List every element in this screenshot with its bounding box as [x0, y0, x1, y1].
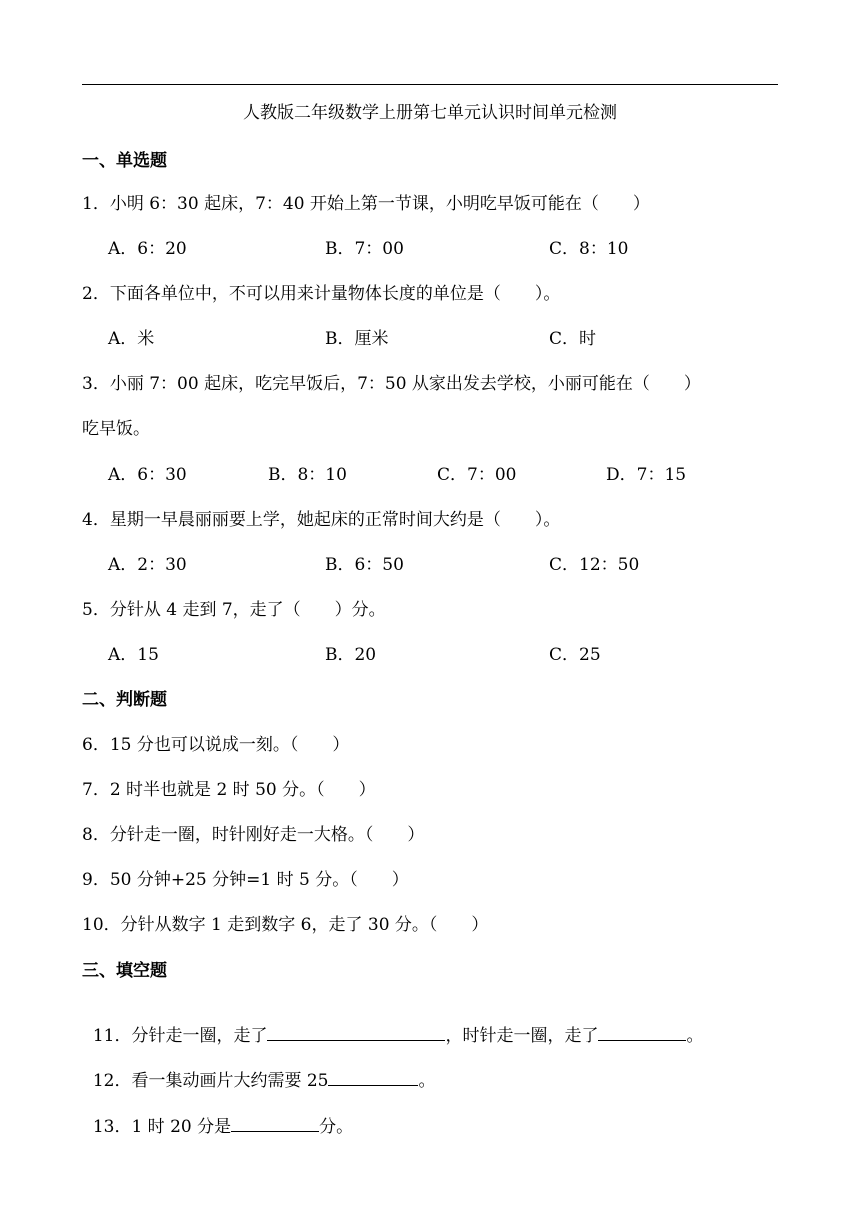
q12-blank[interactable] [328, 1071, 418, 1086]
section-heading-fill-in: 三、填空题 [82, 961, 167, 981]
q5-option-b[interactable]: B．20 [325, 645, 377, 665]
section-heading-true-false: 二、判断题 [82, 690, 167, 710]
q1-option-a[interactable]: A．6：20 [108, 239, 187, 259]
top-rule [82, 84, 778, 85]
question-3: 3．小丽 7：00 起床，吃完早饭后，7：50 从家出发去学校，小丽可能在（ ） [82, 374, 701, 394]
q11-text-b: ，时针走一圈，走了 [445, 1026, 599, 1046]
q2-option-a[interactable]: A．米 [108, 329, 155, 349]
q12-text-b: 。 [418, 1071, 436, 1091]
question-3-continued: 吃早饭。 [82, 419, 150, 439]
q11-text-c: 。 [686, 1026, 704, 1046]
q4-option-c[interactable]: C．12：50 [549, 555, 640, 575]
q11-text-a: 11．分针走一圈，走了 [92, 1026, 268, 1046]
q1-option-b[interactable]: B．7：00 [325, 239, 404, 259]
q13-text-b: 分。 [319, 1117, 354, 1137]
q2-option-b[interactable]: B．厘米 [325, 329, 389, 349]
question-1: 1．小明 6：30 起床，7：40 开始上第一节课，小明吃早饭可能在（ ） [82, 194, 650, 214]
question-5: 5．分针从 4 走到 7，走了（ ）分。 [82, 600, 386, 620]
question-7: 7．2 时半也就是 2 时 50 分。（ ） [82, 780, 376, 800]
page-title: 人教版二年级数学上册第七单元认识时间单元检测 [243, 103, 617, 123]
question-12 [82, 1046, 435, 1091]
q12-text-a: 12．看一集动画片大约需要 25 [92, 1071, 329, 1091]
section-heading-single-choice: 一、单选题 [82, 151, 167, 171]
question-8: 8．分针走一圈，时针刚好走一大格。（ ） [82, 825, 425, 845]
question-11 [82, 1001, 703, 1046]
q4-option-b[interactable]: B．6：50 [325, 555, 404, 575]
q5-option-c[interactable]: C．25 [549, 645, 601, 665]
q3-option-d[interactable]: D．7：15 [606, 465, 687, 485]
q11-blank-2[interactable] [598, 1026, 686, 1041]
q1-option-c[interactable]: C．8：10 [549, 239, 629, 259]
q3-option-b[interactable]: B．8：10 [268, 465, 347, 485]
question-2: 2．下面各单位中，不可以用来计量物体长度的单位是（ ）。 [82, 284, 561, 304]
q2-option-c[interactable]: C．时 [549, 329, 597, 349]
question-10: 10．分针从数字 1 走到数字 6，走了 30 分。（ ） [82, 915, 489, 935]
q13-blank[interactable] [231, 1117, 319, 1132]
q3-option-c[interactable]: C．7：00 [437, 465, 517, 485]
q11-blank-1[interactable] [267, 1026, 445, 1041]
q5-option-a[interactable]: A．15 [108, 645, 159, 665]
q13-text-a: 13．1 时 20 分是 [92, 1117, 232, 1137]
question-6: 6．15 分也可以说成一刻。（ ） [82, 735, 350, 755]
question-13 [82, 1092, 353, 1137]
question-9: 9．50 分钟+25 分钟=1 时 5 分。（ ） [82, 870, 409, 890]
q3-option-a[interactable]: A．6：30 [108, 465, 187, 485]
q4-option-a[interactable]: A．2：30 [108, 555, 187, 575]
question-4: 4．星期一早晨丽丽要上学，她起床的正常时间大约是（ ）。 [82, 510, 561, 530]
